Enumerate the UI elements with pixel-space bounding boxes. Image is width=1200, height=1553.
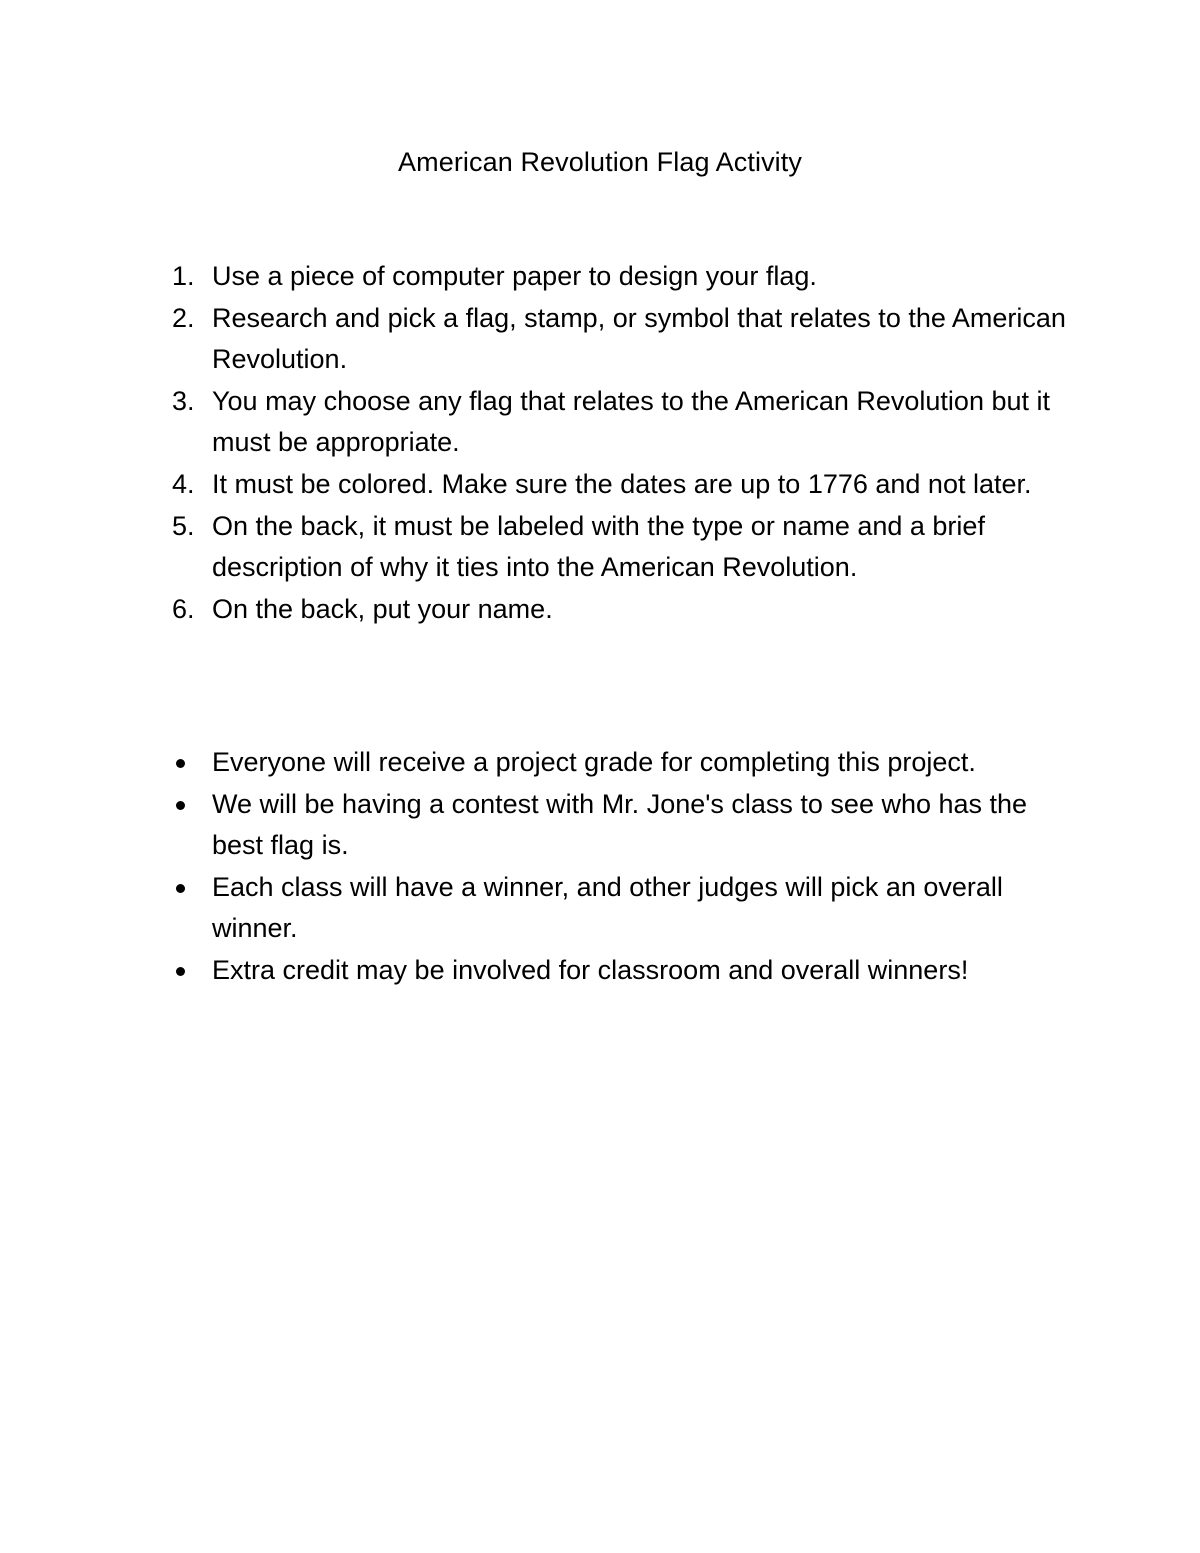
instruction-number: 3. bbox=[172, 386, 195, 416]
bullet-icon bbox=[176, 759, 185, 768]
instruction-number: 6. bbox=[172, 594, 195, 624]
note-text: We will be having a contest with Mr. Jone's class to see who has the best flag is. bbox=[212, 789, 1028, 860]
instruction-number: 1. bbox=[172, 261, 195, 291]
notes-list bbox=[172, 742, 1072, 992]
bullet-icon bbox=[176, 967, 185, 976]
instruction-list bbox=[172, 256, 1072, 631]
instruction-text: On the back, put your name. bbox=[212, 594, 553, 624]
instruction-item bbox=[172, 589, 1072, 630]
note-item bbox=[172, 950, 1072, 991]
bullet-icon bbox=[176, 801, 185, 810]
instruction-text: Research and pick a flag, stamp, or symbol that relates to the American Revolution. bbox=[212, 303, 1066, 374]
instruction-item bbox=[172, 506, 1072, 588]
instruction-item bbox=[172, 464, 1072, 505]
document-title: American Revolution Flag Activity bbox=[398, 147, 802, 177]
instruction-text: On the back, it must be labeled with the type or name and a brief description of why it ties into the American Revolution. bbox=[212, 511, 985, 582]
instruction-text: Use a piece of computer paper to design your flag. bbox=[212, 261, 817, 291]
instruction-text: It must be colored. Make sure the dates are up to 1776 and not later. bbox=[212, 469, 1032, 499]
note-text: Everyone will receive a project grade for completing this project. bbox=[212, 747, 976, 777]
bullet-icon bbox=[176, 884, 185, 893]
instruction-number: 5. bbox=[172, 511, 195, 541]
instruction-item bbox=[172, 298, 1072, 380]
instruction-item bbox=[172, 256, 1072, 297]
instruction-text: You may choose any flag that relates to the American Revolution but it must be appropriate. bbox=[212, 386, 1051, 457]
note-text: Extra credit may be involved for classroom and overall winners! bbox=[212, 955, 969, 985]
note-text: Each class will have a winner, and other judges will pick an overall winner. bbox=[212, 872, 1003, 943]
instruction-number: 2. bbox=[172, 303, 195, 333]
note-item bbox=[172, 784, 1072, 866]
instruction-number: 4. bbox=[172, 469, 195, 499]
note-item bbox=[172, 742, 1072, 783]
note-item bbox=[172, 867, 1072, 949]
instruction-item bbox=[172, 381, 1072, 463]
